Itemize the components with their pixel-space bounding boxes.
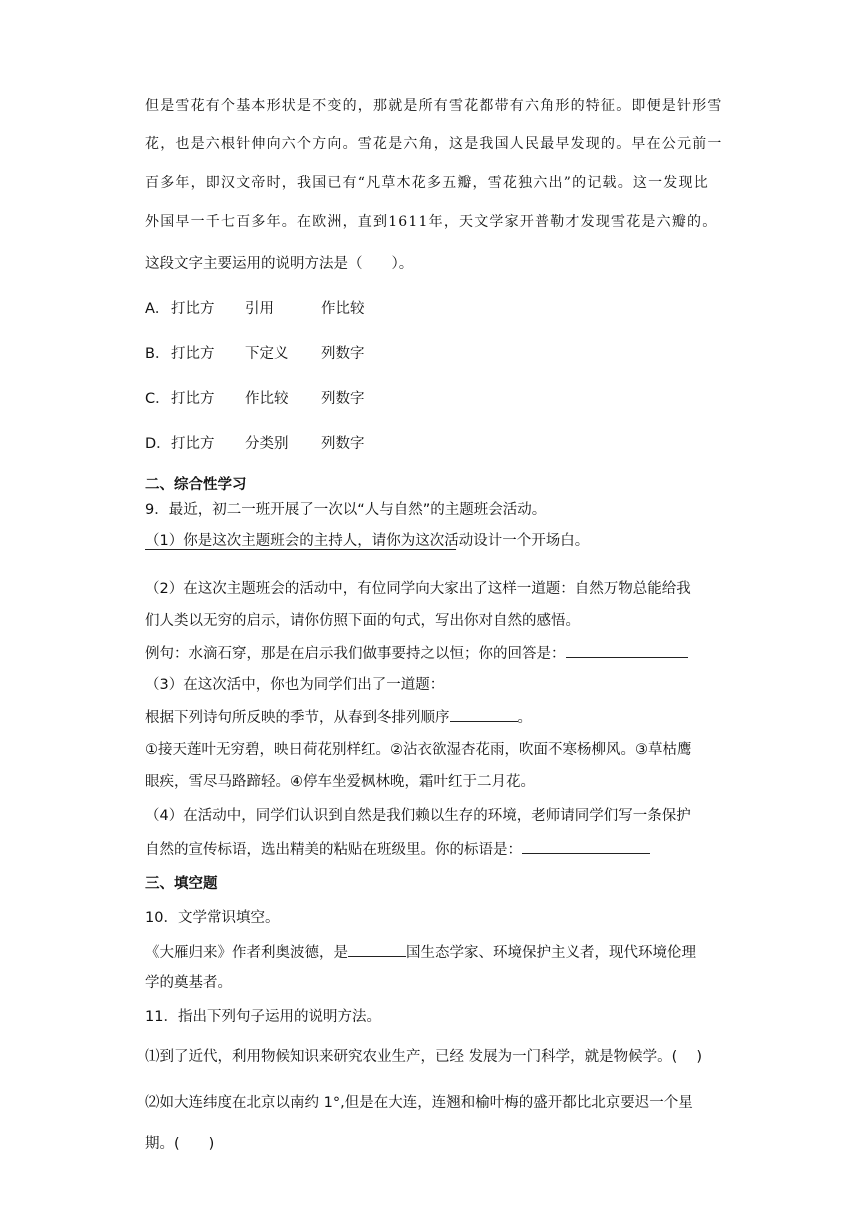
passage-line-4: 外国早一千七百多年。在欧洲，直到1611年，天文学家开普勒才发现雪花是六瓣的。 [145,214,718,230]
option-item: 打比方 [171,436,215,452]
option-letter: A． [145,301,170,317]
question-11-part-1: ⑴到了近代，利用物候知识来研究农业生产，已经 发展为一门科学，就是物候学。( ) [145,1049,703,1065]
option-item: 分类别 [245,436,289,452]
option-letter: B． [145,346,170,362]
option-item: 引用 [245,301,274,317]
answer-blank[interactable] [522,838,650,854]
example-text: 例句：水滴石穿，那是在启示我们做事要持之以恒；你的回答是： [145,646,566,662]
option-item: 作比较 [321,301,365,317]
question-9-part-4-line-2 [145,838,650,861]
question-10-line-2: 学的奠基者。 [145,975,232,991]
order-prompt: 根据下列诗句所反映的季节，从春到冬排列顺序 [145,710,450,726]
question-11: 11．指出下列句子运用的说明方法。 [145,1009,381,1025]
passage-line-3: 百多年，即汉文帝时，我国已有“凡草木花多五瓣，雪花独六出”的记载。这一发现比 [145,175,709,191]
passage-line-1: 但是雪花有个基本形状是不变的，那就是所有雪花都带有六角形的特征。即便是针形雪 [145,98,723,114]
option-item: 打比方 [171,391,215,407]
question-9-example [145,642,688,665]
answer-blank[interactable] [348,941,406,957]
option-letter: D． [145,436,171,452]
question-11-part-2-line-2: 期。( ) [145,1136,215,1152]
answer-blank[interactable] [450,706,518,722]
question-9: 9．最近，初二一班开展了一次以“人与自然”的主题班会活动。 [145,502,547,518]
option-c[interactable] [145,388,365,410]
option-letter: C． [145,391,170,407]
question-9-part-2-line-1: （2）在这次主题班会的活动中，有位同学向大家出了这样一道题：自然万物总能给我 [145,581,691,597]
section-heading-3: 三、填空题 [145,876,218,892]
question-9-part-4-line-1: （4）在活动中，同学们认识到自然是我们赖以生存的环境，老师请同学们写一条保护 [145,808,691,824]
q10-text-pre: 《大雁归来》作者利奥波德，是 [145,945,348,961]
question-10: 10．文学常识填空。 [145,910,280,926]
answer-blank[interactable] [566,642,688,658]
section-heading-2: 二、综合性学习 [145,477,247,493]
q10-text-post: 国生态学家、环境保护主义者，现代环境伦理 [406,945,696,961]
passage-line-2: 花，也是六根针伸向六个方向。雪花是六角，这是我国人民最早发现的。早在公元前一 [145,136,723,152]
option-d[interactable] [145,433,365,455]
answer-line[interactable] [145,549,456,550]
option-item: 下定义 [245,346,289,362]
question-9-part-1: （1）你是这次主题班会的主持人，请你为这次活动设计一个开场白。 [145,533,590,549]
question-9-part-3-line-1: （3）在这次活中，你也为同学们出了一道题： [145,677,445,693]
option-item: 作比较 [245,391,289,407]
option-item: 列数字 [321,391,365,407]
question-9-part-2-line-2: 们人类以无穷的启示，请你仿照下面的句式，写出你对自然的感悟。 [145,613,580,629]
option-item: 打比方 [171,301,215,317]
question-9-part-3-line-2 [145,706,532,729]
option-item: 列数字 [321,346,365,362]
option-b[interactable] [145,343,365,365]
slogan-prompt: 自然的宣传标语，选出精美的粘贴在班级里。你的标语是： [145,842,522,858]
poems-line-1: ①接天莲叶无穷碧，映日荷花别样红。②沾衣欲湿杏花雨，吹面不寒杨柳风。③草枯鹰 [145,742,692,758]
option-a[interactable] [145,298,365,320]
poems-line-2: 眼疾，雪尽马路蹄轻。④停车坐爱枫林晚，霜叶红于二月花。 [145,774,535,790]
question-10-line-1 [145,941,696,964]
question-8-prompt: 这段文字主要运用的说明方法是（ ）。 [145,256,414,272]
option-item: 列数字 [321,436,365,452]
order-prompt-end: 。 [517,710,532,726]
option-item: 打比方 [171,346,215,362]
question-11-part-2-line-1: ⑵如大连纬度在北京以南约 1°,但是在大连，连翘和榆叶梅的盛开都比北京要迟一个星 [145,1095,693,1111]
